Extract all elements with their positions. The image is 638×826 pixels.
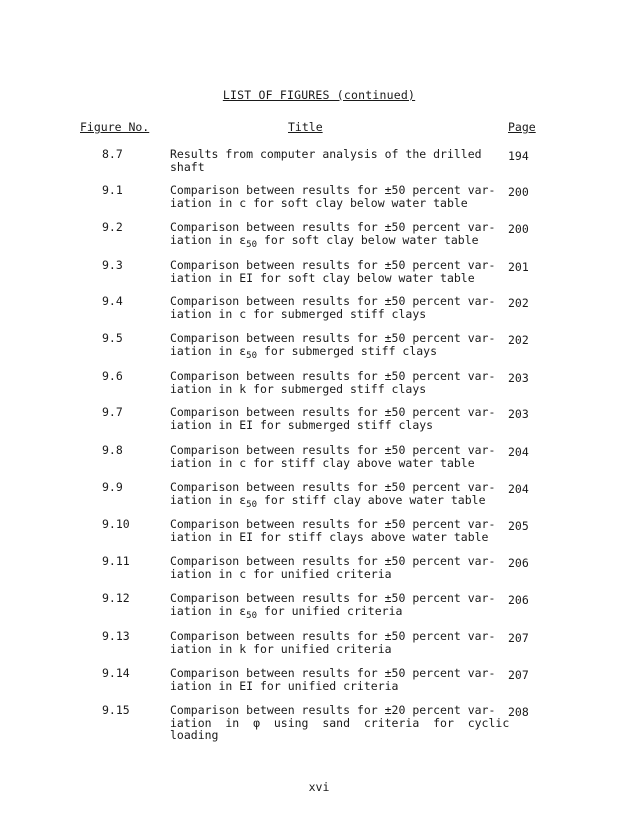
figure-title-text: for soft clay below water table — [257, 232, 479, 247]
epsilon-subscript: 50 — [246, 610, 258, 621]
figure-title-line: iation in c for stiff clay above water table — [170, 455, 475, 470]
figure-title — [170, 147, 482, 174]
figure-title-line: Comparison between results for ±50 percent var- — [170, 220, 496, 234]
figure-title-line: Comparison between results for ±50 percent var- — [170, 294, 496, 308]
figure-page: 206 — [508, 556, 529, 570]
epsilon-subscript: 50 — [246, 350, 258, 361]
figure-title-line — [170, 232, 479, 252]
figure-title-line: Comparison between results for ±50 percent var- — [170, 517, 496, 531]
figure-page: 203 — [508, 371, 529, 385]
figure-title — [170, 369, 496, 396]
figure-title-line: loading — [170, 728, 219, 743]
figure-title — [170, 220, 496, 251]
figure-title-line: Comparison between results for ±50 percent var- — [170, 554, 496, 568]
figure-title-line: Comparison between results for ±50 percent var- — [170, 666, 496, 680]
figure-title-line: Comparison between results for ±20 percent var- — [170, 703, 496, 717]
figure-number: 9.1 — [102, 183, 123, 197]
figure-title-line: Comparison between results for ±50 percent var- — [170, 629, 496, 643]
figure-page: 208 — [508, 705, 529, 719]
figure-number: 9.5 — [102, 331, 123, 345]
figure-title-line: Comparison between results for ±50 percent var- — [170, 591, 496, 605]
figure-title-line: iation in EI for submerged stiff clays — [170, 417, 434, 432]
figure-title — [170, 331, 496, 362]
figure-number: 9.11 — [102, 554, 130, 568]
page-heading — [0, 88, 638, 102]
figure-title-text: iation in ε — [170, 603, 247, 618]
figure-title — [170, 183, 496, 210]
figure-page: 203 — [508, 407, 529, 421]
figure-title — [170, 258, 496, 285]
figure-title — [170, 703, 510, 743]
figure-title-line: Comparison between results for ±50 percent var- — [170, 443, 496, 457]
figure-title-line: iation in c for unified criteria — [170, 566, 392, 581]
figure-page: 204 — [508, 482, 529, 496]
figure-title-line: Comparison between results for ±50 percent var- — [170, 369, 496, 383]
figure-title-text: for unified criteria — [257, 603, 403, 618]
figure-title-text: iation in ε — [170, 343, 247, 358]
figure-page: 194 — [508, 149, 529, 163]
figure-title — [170, 666, 496, 693]
figure-number: 9.10 — [102, 517, 130, 531]
figure-title-line: iation in EI for soft clay below water table — [170, 270, 475, 285]
figure-title-line — [170, 492, 486, 512]
figure-title — [170, 294, 496, 321]
figure-number: 9.12 — [102, 591, 130, 605]
figure-title-line: shaft — [170, 159, 205, 174]
figure-number: 9.8 — [102, 443, 123, 457]
column-header-title: Title — [288, 120, 323, 134]
figure-title — [170, 517, 496, 544]
figure-title-line: Comparison between results for ±50 percent var- — [170, 331, 496, 345]
figure-title-line: Comparison between results for ±50 percent var- — [170, 258, 496, 272]
figure-title-text: for submerged stiff clays — [257, 343, 438, 358]
figure-page: 202 — [508, 333, 529, 347]
figure-page: 201 — [508, 260, 529, 274]
figure-page: 205 — [508, 519, 529, 533]
figure-title-line: Results from computer analysis of the drilled — [170, 147, 482, 161]
figure-title — [170, 554, 496, 581]
figure-number: 9.7 — [102, 405, 123, 419]
figure-title-text: for stiff clay above water table — [257, 492, 486, 507]
figure-title-line: iation in EI for stiff clays above water table — [170, 529, 489, 544]
figure-number: 9.3 — [102, 258, 123, 272]
figure-title-line: iation in φ using sand criteria for cyclic — [170, 715, 510, 730]
epsilon-subscript: 50 — [246, 239, 258, 250]
figure-title — [170, 480, 496, 511]
figure-page: 200 — [508, 222, 529, 236]
figure-number: 9.13 — [102, 629, 130, 643]
figure-page: 204 — [508, 445, 529, 459]
figure-title-line: iation in EI for unified criteria — [170, 678, 399, 693]
figure-title-text: iation in ε — [170, 492, 247, 507]
figure-title-line: Comparison between results for ±50 percent var- — [170, 480, 496, 494]
figure-title-line: iation in c for soft clay below water table — [170, 195, 468, 210]
figure-page: 202 — [508, 296, 529, 310]
figure-number: 9.2 — [102, 220, 123, 234]
figure-title-line: iation in k for submerged stiff clays — [170, 381, 427, 396]
column-header-page: Page — [508, 120, 536, 134]
figure-title-line: Comparison between results for ±50 percent var- — [170, 405, 496, 419]
figure-number: 9.4 — [102, 294, 123, 308]
figure-number: 9.9 — [102, 480, 123, 494]
column-header-figure-no: Figure No. — [80, 120, 150, 134]
figure-number: 9.14 — [102, 666, 130, 680]
figure-page: 200 — [508, 185, 529, 199]
figure-number: 9.15 — [102, 703, 130, 717]
figure-page: 207 — [508, 631, 529, 645]
figure-number: 8.7 — [102, 147, 123, 161]
figure-title — [170, 405, 496, 432]
epsilon-subscript: 50 — [246, 499, 258, 510]
figure-number: 9.6 — [102, 369, 123, 383]
figure-title-line: Comparison between results for ±50 percent var- — [170, 183, 496, 197]
figure-page: 206 — [508, 593, 529, 607]
figure-title — [170, 591, 496, 622]
figure-page: 207 — [508, 668, 529, 682]
figure-title-text: iation in ε — [170, 232, 247, 247]
figure-title-line — [170, 605, 470, 623]
page-heading-text: LIST OF FIGURES (continued) — [222, 88, 416, 102]
page-number-footer: xvi — [308, 780, 330, 794]
figure-title — [170, 629, 496, 656]
figure-title-line: iation in c for submerged stiff clays — [170, 306, 427, 321]
figure-title-line: iation in k for unified criteria — [170, 641, 392, 656]
figure-title — [170, 443, 496, 470]
figure-title-line — [170, 345, 470, 363]
